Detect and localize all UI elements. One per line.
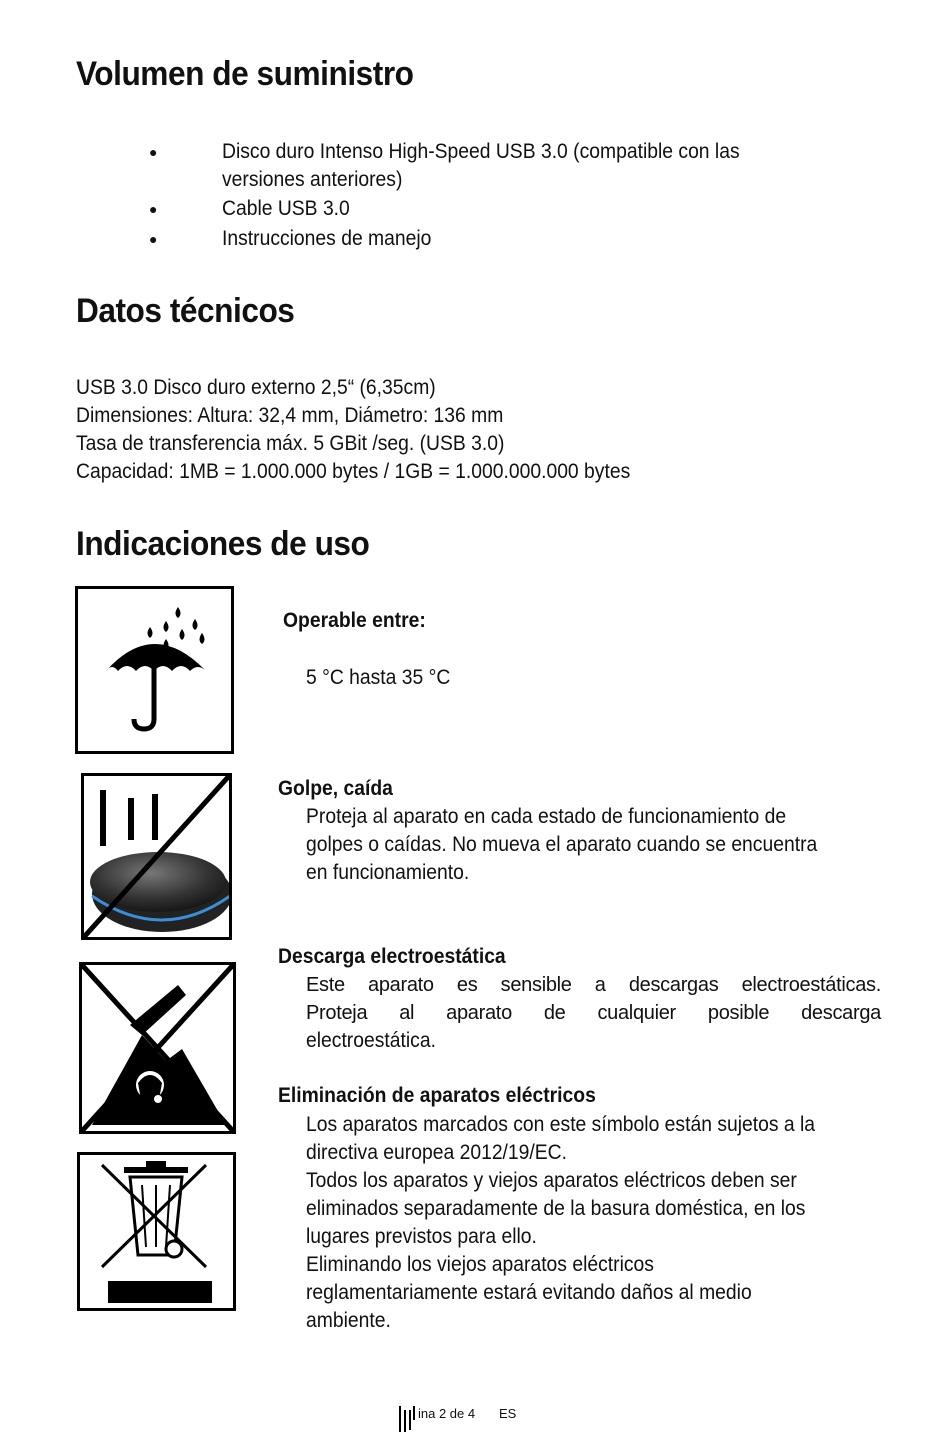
- esd-warning-icon: [79, 962, 236, 1134]
- disposal-text-line: Los aparatos marcados con este símbolo están sujetos a la: [306, 1113, 816, 1136]
- bullet-icon: ●: [149, 231, 158, 247]
- list-item: Cable USB 3.0: [222, 197, 350, 220]
- disposal-text-line: ambiente.: [306, 1309, 391, 1332]
- disposal-text-line: Eliminando los viejos aparatos eléctricos: [306, 1253, 654, 1276]
- bullet-icon: ●: [149, 201, 158, 217]
- heading-supply: Volumen de suministro: [76, 55, 414, 93]
- spec-line: Dimensiones: Altura: 32,4 mm, Diámetro: 136 mm: [76, 404, 504, 427]
- operable-range: 5 °C hasta 35 °C: [306, 666, 451, 689]
- disposal-heading: Eliminación de aparatos eléctricos: [278, 1084, 596, 1107]
- list-item: Disco duro Intenso High-Speed USB 3.0 (compatible con las: [222, 140, 740, 163]
- shock-heading: Golpe, caída: [278, 777, 393, 800]
- disposal-text-line: lugares previstos para ello.: [306, 1225, 537, 1248]
- keep-dry-umbrella-icon: [75, 586, 234, 754]
- shock-text-line: en funcionamiento.: [306, 861, 470, 884]
- list-item-continuation: versiones anteriores): [222, 168, 403, 191]
- list-item: Instrucciones de manejo: [222, 227, 432, 250]
- disposal-text-line: directiva europea 2012/19/EC.: [306, 1141, 567, 1164]
- footer-glitch-icon: [398, 1404, 418, 1432]
- shock-text-line: Proteja al aparato en cada estado de funcionamiento de: [306, 805, 787, 828]
- weee-crossed-bin-icon: [77, 1152, 236, 1311]
- esd-heading: Descarga electroestática: [278, 945, 506, 968]
- spec-line: Tasa de transferencia máx. 5 GBit /seg. (USB 3.0): [76, 432, 505, 455]
- no-drop-shock-icon: [81, 773, 232, 940]
- heading-usage: Indicaciones de uso: [76, 525, 370, 563]
- page-number: ina 2 de 4: [418, 1406, 476, 1421]
- operable-heading: Operable entre:: [283, 609, 426, 632]
- spec-line: USB 3.0 Disco duro externo 2,5“ (6,35cm): [76, 376, 436, 399]
- language-code: ES: [499, 1406, 517, 1421]
- shock-text-line: golpes o caídas. No mueva el aparato cuando se encuentra: [306, 833, 818, 856]
- disposal-text-line: eliminados separadamente de la basura doméstica, en los: [306, 1197, 806, 1220]
- esd-text-line: electroestática.: [306, 1029, 436, 1052]
- disposal-text-line: reglamentariamente estará evitando daños al medio: [306, 1281, 752, 1304]
- heading-tech: Datos técnicos: [76, 292, 295, 330]
- esd-text-line: Este aparato es sensible a descargas electroestáticas.: [306, 974, 881, 996]
- bullet-icon: ●: [149, 144, 158, 160]
- disposal-text-line: Todos los aparatos y viejos aparatos eléctricos deben ser: [306, 1169, 797, 1192]
- esd-text-line: Proteja al aparato de cualquier posible descarga: [306, 1002, 881, 1024]
- spec-line: Capacidad: 1MB = 1.000.000 bytes / 1GB = 1.000.000.000 bytes: [76, 460, 631, 483]
